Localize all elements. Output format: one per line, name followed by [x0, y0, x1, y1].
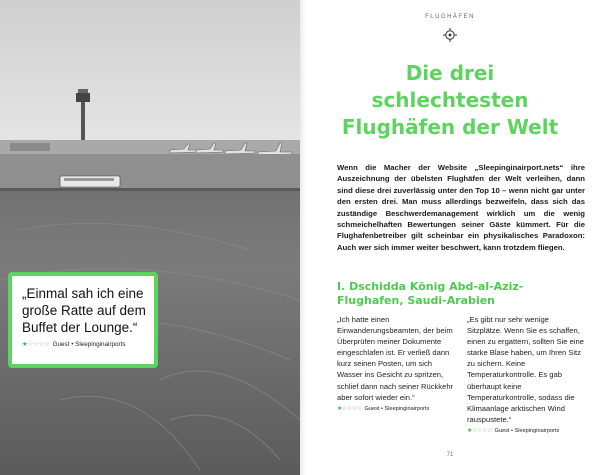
- title-line: Flughäfen der Welt: [341, 115, 559, 139]
- intro-paragraph: Wenn die Macher der Website „Sleepinginairport.nets“ ihre Auszeichnung der übelsten Flughäfen der Welt verleihen, dann sind diese drei zuverlässig unter den Top 10 – wenn nicht gar unter den ersten drei. Man muss allerdings bezweifeln, dass sich das zuständige Beschwerdemanagement wirklich um die wenig schmeichelhaften Bewertungen seiner Gäste kümmert. Für die Flughafenbetreiber gilt scheinbar ein physikalisches Paradoxon: Auch wer sich immer weiter beschwert, kann trotzdem fliegen.: [337, 163, 585, 252]
- title-line: Die drei: [405, 61, 495, 85]
- star-rating-icon: ★ ☆☆☆☆: [467, 427, 492, 434]
- review-rating: [467, 426, 585, 437]
- book-gutter: [300, 0, 306, 475]
- review-attribution: Guest • Sleepinginairports: [494, 427, 560, 434]
- section-label: FLUGHÄFEN: [425, 14, 475, 20]
- pull-quote-text: „Einmal sah ich eine große Ratte auf dem Buffet der Lounge.“: [22, 286, 146, 335]
- page-title: [300, 60, 600, 141]
- airport-subheading: I. Dschidda König Abd-al-Aziz-Flughafen, Saudi-Arabien: [337, 280, 524, 307]
- review-column-left: [337, 314, 455, 415]
- pull-quote-rating: [22, 340, 146, 348]
- review-text: „Es gibt nur sehr wenige Sitzplätze. Wenn Sie es schaffen, einen zu ergattern, sollten Sie eine starke Blase haben, um Ihren Sitz zu sichern. Keine Temperaturkontrolle. Es gab überhaupt keine Temperaturkontrolle, sodass die Klimaanlage arktischen Wind rauspustete.“: [467, 315, 584, 424]
- pull-quote-box: [8, 272, 158, 368]
- page-number: 71: [446, 452, 454, 458]
- review-attribution: Guest • Sleepinginairports: [364, 405, 430, 412]
- star-rating-icon: ★ ☆☆☆☆: [22, 341, 50, 348]
- right-page: [300, 0, 600, 475]
- star-rating-icon: ★ ☆☆☆☆: [337, 405, 362, 412]
- compass-icon: [443, 28, 457, 42]
- review-column-right: [467, 314, 585, 437]
- title-line: schlechtesten: [371, 88, 529, 112]
- review-rating: [337, 404, 455, 415]
- review-text: „Ich hatte einen Einwanderungsbeamten, der beim Überprüfen meiner Dokumente eingeschlafen ist. Er verließ dann kurz seinen Posten, um sich Wasser ins Gesicht zu spritzen, schlief dann nach seiner Rückkehr aber sofort wieder ein.“: [337, 315, 454, 402]
- pull-quote-attribution: Guest • Sleepinginairports: [52, 340, 126, 348]
